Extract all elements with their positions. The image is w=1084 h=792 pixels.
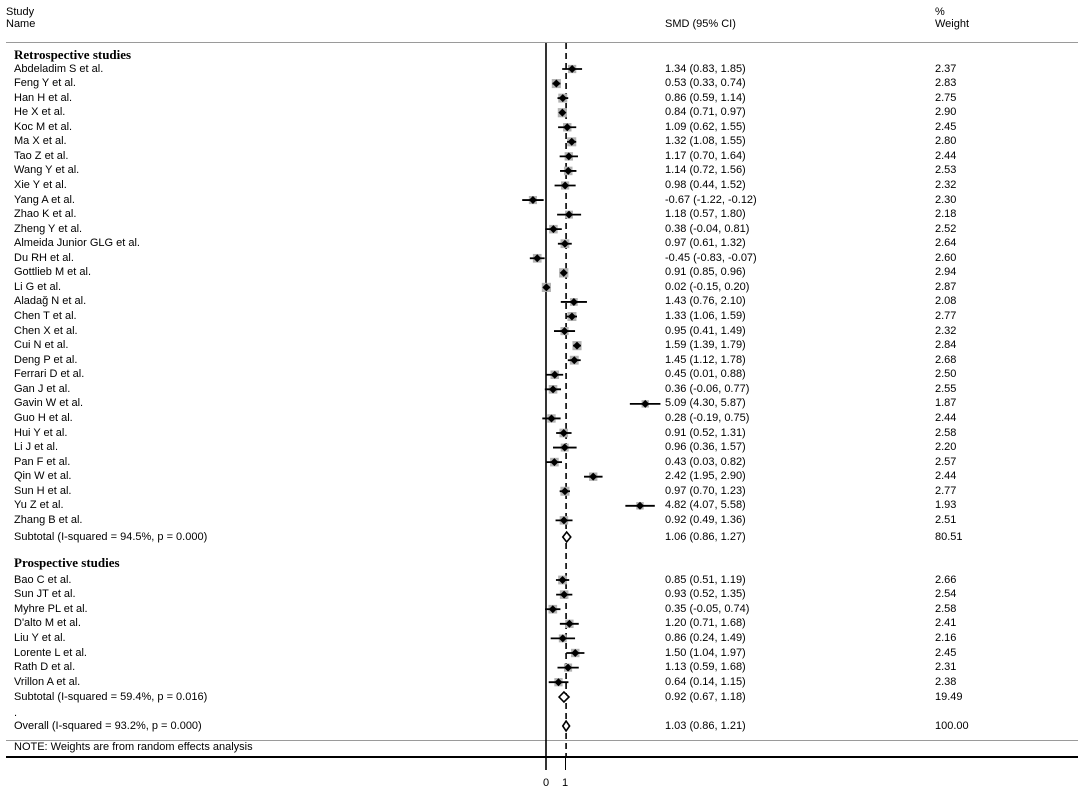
study-weight-text: 2.80 — [935, 135, 957, 148]
study-weight-text: 2.37 — [935, 62, 957, 75]
summary-weight-text: 80.51 — [935, 530, 963, 543]
smd-ci-header: SMD (95% CI) — [665, 18, 736, 30]
study-ci-text: 1.50 (1.04, 1.97) — [665, 646, 746, 659]
study-ci-text: 0.96 (0.36, 1.57) — [665, 441, 746, 454]
study-label: Sun JT et al. — [14, 588, 76, 601]
study-label: Yang A et al. — [14, 193, 75, 206]
study-weight-text: 2.51 — [935, 513, 957, 526]
study-ci-text: 0.43 (0.03, 0.82) — [665, 455, 746, 468]
summary-ci-text: 0.92 (0.67, 1.18) — [665, 690, 746, 703]
study-label: Yu Z et al. — [14, 499, 64, 512]
study-weight-text: 2.18 — [935, 208, 957, 221]
study-weight-text: 2.44 — [935, 149, 957, 162]
study-weight-text: 2.45 — [935, 646, 957, 659]
study-weight-text: 2.16 — [935, 631, 957, 644]
study-label: Guo H et al. — [14, 411, 73, 424]
study-weight-text: 1.87 — [935, 397, 957, 410]
study-label: Du RH et al. — [14, 251, 74, 264]
study-label: He X et al. — [14, 106, 66, 119]
study-label: Wang Y et al. — [14, 164, 80, 177]
study-weight-text: 2.90 — [935, 106, 957, 119]
study-label: Feng Y et al. — [14, 77, 76, 90]
study-weight-text: 1.93 — [935, 499, 957, 512]
summary-ci-text: 1.06 (0.86, 1.27) — [665, 530, 746, 543]
study-label: Tao Z et al. — [14, 149, 69, 162]
axis-tick-0: 0 — [543, 777, 550, 789]
study-ci-text: 0.92 (0.49, 1.36) — [665, 513, 746, 526]
study-ci-text: 0.95 (0.41, 1.49) — [665, 324, 746, 337]
study-ci-text: -0.45 (-0.83, -0.07) — [665, 251, 757, 264]
overall-diamond — [563, 721, 570, 731]
study-weight-text: 2.94 — [935, 266, 957, 279]
study-ci-text: 1.59 (1.39, 1.79) — [665, 339, 746, 352]
study-label: Hui Y et al. — [14, 426, 68, 439]
study-weight-text: 2.50 — [935, 368, 957, 381]
study-label: Li J et al. — [14, 441, 59, 454]
study-label: Li G et al. — [14, 280, 62, 293]
footnote: NOTE: Weights are from random effects analysis — [14, 741, 253, 753]
study-ci-text: 1.18 (0.57, 1.80) — [665, 208, 746, 221]
study-label: Zhang B et al. — [14, 513, 83, 526]
study-ci-text: 0.53 (0.33, 0.74) — [665, 77, 746, 90]
study-ci-text: 1.43 (0.76, 2.10) — [665, 295, 746, 308]
study-ci-text: 2.42 (1.95, 2.90) — [665, 470, 746, 483]
study-label: Koc M et al. — [14, 120, 73, 133]
study-label: Liu Y et al. — [14, 631, 66, 644]
study-weight-text: 2.64 — [935, 237, 957, 250]
study-weight-text: 2.66 — [935, 573, 957, 586]
study-name-header: Study Name — [6, 6, 36, 30]
study-ci-text: 0.86 (0.24, 1.49) — [665, 631, 746, 644]
separator-dot: . — [14, 707, 18, 719]
study-label: Zhao K et al. — [14, 208, 77, 221]
study-weight-text: 2.32 — [935, 324, 957, 337]
summary-weight-text: 100.00 — [935, 719, 969, 732]
study-label: Aladağ N et al. — [14, 295, 87, 308]
retrospective-section-title: Retrospective studies — [14, 47, 132, 62]
study-weight-text: 2.30 — [935, 193, 957, 206]
study-ci-text: 1.20 (0.71, 1.68) — [665, 617, 746, 630]
study-weight-text: 2.32 — [935, 178, 957, 191]
study-ci-text: 0.36 (-0.06, 0.77) — [665, 382, 750, 395]
study-weight-text: 2.53 — [935, 164, 957, 177]
summary-label: Overall (I-squared = 93.2%, p = 0.000) — [14, 719, 202, 732]
study-weight-text: 2.87 — [935, 280, 957, 293]
study-ci-text: 0.84 (0.71, 0.97) — [665, 106, 746, 119]
study-label: Almeida Junior GLG et al. — [14, 237, 140, 250]
study-label: Bao C et al. — [14, 573, 72, 586]
study-ci-text: 0.85 (0.51, 1.19) — [665, 573, 746, 586]
prospective-section-title: Prospective studies — [14, 555, 120, 570]
study-weight-text: 2.44 — [935, 470, 957, 483]
study-ci-text: 0.97 (0.61, 1.32) — [665, 237, 746, 250]
study-label: Vrillon A et al. — [14, 675, 81, 688]
study-label: Rath D et al. — [14, 661, 76, 674]
study-ci-text: 0.91 (0.52, 1.31) — [665, 426, 746, 439]
subtotal-diamond — [563, 532, 571, 542]
summary-label: Subtotal (I-squared = 59.4%, p = 0.016) — [14, 690, 208, 703]
study-ci-text: 1.09 (0.62, 1.55) — [665, 120, 746, 133]
study-label: Han H et al. — [14, 91, 73, 104]
study-weight-text: 2.58 — [935, 426, 957, 439]
study-label: Sun H et al. — [14, 484, 72, 497]
study-ci-text: 1.14 (0.72, 1.56) — [665, 164, 746, 177]
study-ci-text: 5.09 (4.30, 5.87) — [665, 397, 746, 410]
weight-header: % Weight — [935, 6, 970, 30]
study-ci-text: -0.67 (-1.22, -0.12) — [665, 193, 757, 206]
study-label: Gavin W et al. — [14, 397, 84, 410]
study-ci-text: 0.93 (0.52, 1.35) — [665, 588, 746, 601]
summary-label: Subtotal (I-squared = 94.5%, p = 0.000) — [14, 530, 208, 543]
study-label: Qin W et al. — [14, 470, 72, 483]
subtotal-diamond — [559, 692, 569, 702]
summary-weight-text: 19.49 — [935, 690, 963, 703]
study-label: Gottlieb M et al. — [14, 266, 92, 279]
study-label: D'alto M et al. — [14, 617, 81, 630]
study-ci-text: 1.17 (0.70, 1.64) — [665, 149, 746, 162]
study-ci-text: 1.13 (0.59, 1.68) — [665, 661, 746, 674]
study-weight-text: 2.68 — [935, 353, 957, 366]
study-weight-text: 2.08 — [935, 295, 957, 308]
study-label: Myhre PL et al. — [14, 602, 88, 615]
study-ci-text: 0.86 (0.59, 1.14) — [665, 91, 746, 104]
study-ci-text: 0.91 (0.85, 0.96) — [665, 266, 746, 279]
study-ci-text: 0.02 (-0.15, 0.20) — [665, 280, 750, 293]
study-weight-text: 2.60 — [935, 251, 957, 264]
study-ci-text: 0.45 (0.01, 0.88) — [665, 368, 746, 381]
study-label: Abdeladim S et al. — [14, 62, 104, 75]
study-ci-text: 0.98 (0.44, 1.52) — [665, 178, 746, 191]
study-weight-text: 2.75 — [935, 91, 957, 104]
axis-tick-1: 1 — [562, 777, 569, 789]
study-ci-text: 1.33 (1.06, 1.59) — [665, 310, 746, 323]
study-ci-text: 0.38 (-0.04, 0.81) — [665, 222, 750, 235]
study-label: Chen T et al. — [14, 310, 77, 323]
study-ci-text: 1.34 (0.83, 1.85) — [665, 62, 746, 75]
study-ci-text: 0.97 (0.70, 1.23) — [665, 484, 746, 497]
study-weight-text: 2.58 — [935, 602, 957, 615]
study-label: Gan J et al. — [14, 382, 71, 395]
study-label: Zheng Y et al. — [14, 222, 83, 235]
study-label: Chen X et al. — [14, 324, 78, 337]
study-label: Cui N et al. — [14, 339, 69, 352]
study-weight-text: 2.31 — [935, 661, 957, 674]
study-weight-text: 2.83 — [935, 77, 957, 90]
study-ci-text: 1.45 (1.12, 1.78) — [665, 353, 746, 366]
study-label: Deng P et al. — [14, 353, 78, 366]
study-weight-text: 2.77 — [935, 310, 957, 323]
study-weight-text: 2.84 — [935, 339, 957, 352]
study-weight-text: 2.77 — [935, 484, 957, 497]
study-weight-text: 2.41 — [935, 617, 957, 630]
study-weight-text: 2.44 — [935, 411, 957, 424]
study-weight-text: 2.52 — [935, 222, 957, 235]
study-ci-text: 0.35 (-0.05, 0.74) — [665, 602, 750, 615]
study-ci-text: 4.82 (4.07, 5.58) — [665, 499, 746, 512]
study-ci-text: 1.32 (1.08, 1.55) — [665, 135, 746, 148]
study-weight-text: 2.20 — [935, 441, 957, 454]
study-weight-text: 2.54 — [935, 588, 957, 601]
study-label: Xie Y et al. — [14, 178, 67, 191]
study-ci-text: 0.64 (0.14, 1.15) — [665, 675, 746, 688]
study-label: Pan F et al. — [14, 455, 71, 468]
summary-ci-text: 1.03 (0.86, 1.21) — [665, 719, 746, 732]
study-label: Ferrari D et al. — [14, 368, 85, 381]
study-weight-text: 2.57 — [935, 455, 957, 468]
study-ci-text: 0.28 (-0.19, 0.75) — [665, 411, 750, 424]
study-label: Ma X et al. — [14, 135, 67, 148]
study-weight-text: 2.55 — [935, 382, 957, 395]
study-label: Lorente L et al. — [14, 646, 87, 659]
study-weight-text: 2.38 — [935, 675, 957, 688]
study-weight-text: 2.45 — [935, 120, 957, 133]
